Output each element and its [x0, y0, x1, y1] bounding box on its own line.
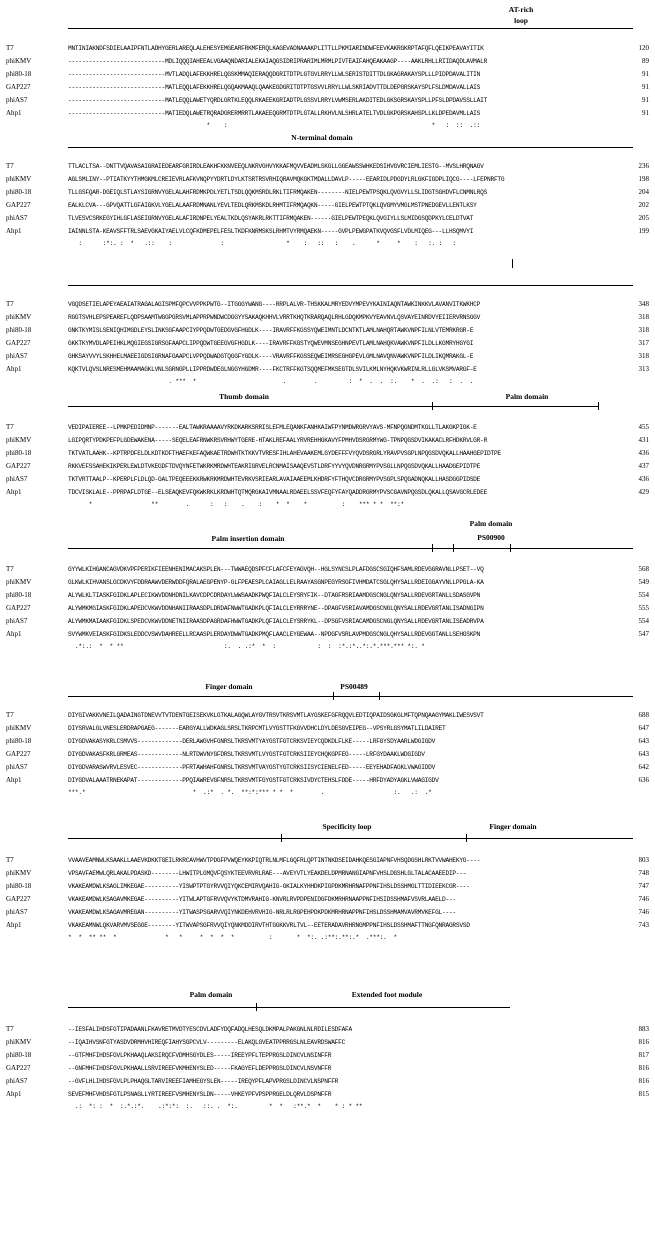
domain-bracket-line: [68, 406, 432, 407]
domain-label: Finger domain: [205, 682, 253, 691]
sequence-text: DIYGDVAKASFKRLGRMEAS-------------NLRTDWVNYGFDRSLTKRSVMTLVYGSTFGTCRKSIIEYCHQKGPFEG-----LRFGYDAAKLWDGIGDV: [68, 751, 425, 758]
species-name: phiAS7: [6, 763, 28, 771]
alignment-row: [0, 311, 655, 324]
domain-label: Palm insertion domain: [211, 534, 285, 543]
domain-bracket-line: [281, 838, 466, 839]
species-name: phi80-18: [6, 882, 32, 890]
consensus-line: * * ** ** * * * * * * * : * *:. .:**:.**:.* .***:. *: [68, 934, 408, 941]
residue-position: 429: [638, 488, 649, 496]
alignment-row: [0, 906, 655, 919]
sequence-text: VKAKEAMDWLKSAGAVMREGAN----------YITWASPSGARVVQIYNKDEHVRVHIG-NRLRLRGPEHPDKPDKMRHRNAPPNFIHSLDSSHMAMVAVRMVKEFGL----: [68, 909, 456, 916]
alignment-row: [0, 774, 655, 787]
residue-position: 815: [638, 1090, 649, 1098]
sequence-text: TLLGSFQAR-DGEIQLSTLAYSIGRNVYGELALAHFRDMKPDLYETLTSDLQQKMSRDLRKLTIFRMQAKEN--------NIELPEWTPSQKLQVGVYLLSLIDGTSGHDVFLCNMNLRQS: [68, 189, 488, 196]
residue-position: 547: [638, 630, 649, 638]
residue-position: 318: [638, 352, 649, 360]
consensus-line: : :*:. : * .:: : : * : :: : . * * : :. : :: [68, 240, 456, 247]
sequence-text: ----------------------------MDLIQQQIAHEEALVGAAQNDARIALEKAIAQGSIDRIPRARIMLMRMLPIVTEAIFAHQEAKAAGP----AAKLRHLLRIIDAQDLAVMALR: [68, 58, 488, 65]
consensus-line: * ** . : : . : * * * : *** * * **:*: [68, 501, 411, 508]
consensus-line: ***.* * .:* . *. **:*:*** * * * . :. .: .*: [68, 789, 439, 796]
sequence-text: RKKVEFSSAHEKIKPERLEWLDTVKEGDFTDVQYNFETWKRKMRDWHTEAKRIGRVELRCNMAISAAQEVSTLDRFYYVYQVDNRGRMYPVSGLLNPQGSDVQKALLHAADGEPIDTPE: [68, 463, 481, 470]
species-name: phiAS7: [6, 475, 28, 483]
domain-label: AT-rich: [508, 5, 534, 14]
alignment-row: [0, 107, 655, 120]
residue-position: 198: [638, 175, 649, 183]
species-name: T7: [6, 565, 14, 573]
sequence-text: AGLSMLINY--PTIATKYYTHMGKMLCREIEVRLAFKVNQPYYDRTLDYLKTSRTRSVRHIQRAVMQKGKTMDALLDAVLP-----EEARIDLPDGDYLRLGKFIGDPLIQCG----LFEPNRFTG: [68, 176, 505, 183]
domain-label: N-terminal domain: [291, 133, 353, 142]
domain-bracket-line: [432, 406, 598, 407]
domain-boundary-tick: [256, 1003, 257, 1011]
sequence-text: ALYWLKLTIASKFGIDKLAPLECIKWVDDNHDNILKAVCDPCDRDAYLWWSAADKPWQFIALCLEYSRYFIK--DTAGFRSRIAAMDGSCNGLQNYSALLRDEVGRTANLLSDASGVPN: [68, 592, 481, 599]
species-name: phiKMV: [6, 175, 32, 183]
alignment-row: [0, 421, 655, 434]
species-name: phiKMV: [6, 1038, 32, 1046]
domain-bracket-line: [453, 548, 510, 549]
residue-position: 643: [638, 737, 649, 745]
alignment-row: [0, 337, 655, 350]
species-name: phiAS7: [6, 214, 28, 222]
domain-label: Specificity loop: [322, 822, 372, 831]
domain-label: Palm domain: [505, 392, 549, 401]
alignment-row: [0, 722, 655, 735]
species-name: GAP227: [6, 604, 31, 612]
residue-position: 817: [638, 1051, 649, 1059]
domain-boundary-tick: [510, 544, 511, 552]
domain-label: Thumb domain: [219, 392, 269, 401]
residue-position: 205: [638, 214, 649, 222]
alignment-row: [0, 602, 655, 615]
residue-position: 555: [638, 604, 649, 612]
alignment-row: [0, 447, 655, 460]
species-name: T7: [6, 162, 14, 170]
consensus-line: . *** * . . : * . . :. * . .: : . .: [68, 378, 474, 385]
residue-position: 313: [638, 365, 649, 373]
species-name: phiKMV: [6, 578, 32, 586]
residue-position: 317: [638, 339, 649, 347]
sequence-text: VEDIPAIEREE--LPMKPEDIDMNP-------EALTAWKRAAAAVYRKDKARKSRRISLEFMLEQANKFANHKAIWFPYNMDWRGRVYAVS-MFNPQGNDMTKGLLTLAKGKPIGK-E: [68, 424, 477, 431]
residue-position: 568: [638, 565, 649, 573]
alignment-row: [0, 94, 655, 107]
species-name: phiAS7: [6, 617, 28, 625]
domain-bracket-line: [68, 838, 281, 839]
sequence-text: TKTVRTTAALP--KPERPLFLDLQD-GALTPEQEEEKKRWKRKMRDWHTEVRKVSRIEARLAVAIAAEEMLKHDRFYFTHQVCDRGRMYPVSGPLSPQGADNQKALLHASDGGPIDSDE: [68, 476, 481, 483]
residue-position: 91: [642, 96, 649, 104]
residue-position: 436: [638, 475, 649, 483]
species-name: T7: [6, 423, 14, 431]
sequence-text: SEVEFMHFVHDSFGTLPSNAGLLYRTIREEFVSMHENYSLDN-----VHKEYPFVPSPPRGELDLQRVLDSPNFFR: [68, 1091, 332, 1098]
species-name: phi80-18: [6, 326, 32, 334]
sequence-text: DIYGDVALAAATRNEKAPAT-------------PPQIAWREVGFNRSLTKRSVMTFGYGSTFGTCRKSIVDYCTEHSLFDDE-----HRFDYADYAGKLVWAGIGDV: [68, 777, 439, 784]
domain-bracket-line: [68, 1007, 256, 1008]
species-name: phiKMV: [6, 57, 32, 65]
residue-position: 204: [638, 188, 649, 196]
residue-position: 91: [642, 83, 649, 91]
residue-position: 647: [638, 724, 649, 732]
residue-position: 91: [642, 70, 649, 78]
alignment-row: [0, 893, 655, 906]
residue-position: 636: [638, 776, 649, 784]
species-name: phiAS7: [6, 352, 28, 360]
alignment-row: [0, 1088, 655, 1101]
domain-bracket-line: [333, 696, 379, 697]
sequence-text: MNTINIAKNDFSDIELAAIPFNTLADHYGERLAREQLALEHESYEMGEARFRKMFERQLKAGEVADNAAAKPLITTLLPKMIARINDWFEEVKAKRGKRPTAFQFLQEIKPEAVAYITIK: [68, 45, 484, 52]
residue-position: 747: [638, 882, 649, 890]
sequence-text: DIYGIVAKKVNEILQADAINGTDNEVVTVTDENTGEISEKVKLGTKALAGQWLAYGVTRSVTKRSVMTLAYGSKEFGFRQQVLEDTIQPAIDSGKGLMFTQPNQAAGYMAKLIWESVSVT: [68, 712, 484, 719]
alignment-row: [0, 225, 655, 238]
alignment-row: [0, 761, 655, 774]
sequence-text: IAINNLSTA-KEAVSFFTRLSAEVGKAIYAELVLCQFKDMEPELFESLTKDFKNRMSKSLRHMTVYRMQAEKN-----GVPLPEWGPATKVQVGSFLVDLMIQEG---LLHSQMVYI: [68, 228, 474, 235]
domain-label: Palm domain: [469, 519, 513, 528]
consensus-line: .*:.: * * ** :. . .:* * : : : :*.:*..*:.*.***.*** *:. *: [68, 643, 425, 650]
sequence-text: --GVFLHLIHDSFGVLPLPHAQGLTARVIREEFIAMHEGYSLEN-----IREQYPFLAPVPRGSLDINCVLNSPNFFR: [68, 1078, 339, 1085]
alignment-row: [0, 1023, 655, 1036]
species-name: phiKMV: [6, 313, 32, 321]
sequence-text: DIYSRVALGLVNESLERDRAPGAEG-------EARGYALLWDKAGLSRSLTKRPCMTLVYGSTTFKGVVDHCLDYLDESGVEIPEG--VPSYRLGSYMATLILDAIRET: [68, 725, 446, 732]
species-name: T7: [6, 44, 14, 52]
alignment-row: [0, 298, 655, 311]
residue-position: 431: [638, 436, 649, 444]
sequence-text: VVAAVEAMNWLKSAAKLLAAEVKDKKTGEILRKRCAVHWVTPDGFPVWQEYKKPIQTRLNLMFLGQFRLQPTINTNKDSEIDAHKQESGIAPNFVHSQDGSHLRKTVVWAHEKYG----: [68, 857, 481, 864]
domain-boundary-tick: [379, 692, 380, 700]
alignment-row: [0, 212, 655, 225]
species-name: T7: [6, 711, 14, 719]
domain-boundary-tick: [598, 402, 599, 410]
alignment-row: [0, 1075, 655, 1088]
species-name: Ahp1: [6, 365, 22, 373]
residue-position: 437: [638, 462, 649, 470]
species-name: GAP227: [6, 750, 31, 758]
sequence-text: RGGTSVHLEPSPEAREFLQDPSAAMTWGGPGRSVMLAPPRPWNDWCDGGYYSAKAQKHHVLVRRTKHQTKRARQAQLRHLGDQKMPKVYEAVNVLQSVAYEINRDVYEIIERVRNSGGV: [68, 314, 481, 321]
residue-position: 455: [638, 423, 649, 431]
sequence-text: LGIPQRTYPDKPEFPLGDEWAKENA-----SEQELEAFRNWKRSVRHWYTGERE-HTAKLREFAALYRVREHHGKAVYFPMHVDSRGRMYWG-TPNPQGSDVIKAKACLRFHDKRVLGR-R: [68, 437, 488, 444]
species-name: phiAS7: [6, 96, 28, 104]
species-name: phiAS7: [6, 1077, 28, 1085]
domain-bracket-line: [68, 147, 633, 148]
species-name: T7: [6, 856, 14, 864]
sequence-text: --GNFMHFIHDSFGVLPKHAALLSRVIREEFVKMHENYSLED-----FKAGYEFLDEPPRGSLDINCVLNSVNFFR: [68, 1065, 332, 1072]
alignment-row: [0, 589, 655, 602]
domain-boundary-tick: [333, 692, 334, 700]
species-name: Ahp1: [6, 1090, 22, 1098]
alignment-row: [0, 81, 655, 94]
residue-position: 816: [638, 1077, 649, 1085]
sequence-text: GKKTKYMVDLAPEIHKLMQGIEGSIGRSGFAAPCLIPPQDWTGEEGVGFHGDLK----IRAVRFFKGSTYQWEVMNSEGHNPEVTLAMLNAHQKVAWKVNPFILDLLKGMRYHGYGI: [68, 340, 474, 347]
residue-position: 554: [638, 617, 649, 625]
alignment-row: [0, 160, 655, 173]
domain-boundary-tick: [466, 834, 467, 842]
alignment-row: [0, 1049, 655, 1062]
alignment-row: [0, 460, 655, 473]
alignment-row: [0, 867, 655, 880]
alignment-row: [0, 628, 655, 641]
domain-bracket-line: [68, 285, 633, 286]
alignment-row: [0, 186, 655, 199]
sequence-text: VGQDSETIELAPEYAEAIATRAGALAGISPMFQPCVVPPKPWTG--ITGGGYWANG----RRPLALVR-THSKKALMRYEDVYMPEVYKAINIAQNTAWKINKKVLAVANVITKWKHCP: [68, 301, 481, 308]
species-name: GAP227: [6, 339, 31, 347]
sequence-text: DIYGDVARASWVRVLESVEC-------------PFRTAWHAHFGNRSLTKRSVMTVAYGSTYGTCRKSIISYCIENELFED-----EEYEHADFAGKLVWAGIDDV: [68, 764, 436, 771]
alignment-row: [0, 473, 655, 486]
residue-position: 199: [638, 227, 649, 235]
residue-position: 236: [638, 162, 649, 170]
sequence-text: ALYWMKMAIAAKFGIDKLSPEDCVKWVDDNETNIIRAASDPAGRDAFHWWTGADKPLQFIALCLEYSRRYKL--DPSGFVSRIACAMDGSCNGLQNYSALLRDEVGRTANLISEADRVPA: [68, 618, 484, 625]
species-name: Ahp1: [6, 630, 22, 638]
species-name: GAP227: [6, 462, 31, 470]
residue-position: 436: [638, 449, 649, 457]
residue-position: 348: [638, 300, 649, 308]
domain-label: Finger domain: [489, 822, 537, 831]
sequence-text: VPSAVFAEMWLQRLAKALPDASKD--------LHWITPLGMQVFQSYKTEEVRVRLRAE---AVEYVTLYEAKDELDPMRNANGIAPNFVHSLDGSHLGLTALACAAEEDIP---: [68, 870, 467, 877]
alignment-row: [0, 350, 655, 363]
alignment-row: [0, 748, 655, 761]
domain-boundary-tick: [432, 402, 433, 410]
sequence-text: VKAKEAMNWLQKVARVMVSEGGE--------YITWVAPSGFRVVQIYQNKMDDIRVTHTGGKKVRLTVL--EETERADAVRHRNGMPPNFIHSLDSSHMAFTTNGFQNRAGRSVSD: [68, 922, 470, 929]
species-name: phi80-18: [6, 1051, 32, 1059]
sequence-text: --IQAIHVSNFGTYASDVDRMHVHIREQFIAHYSGPCVLV---------ELAKQLGVEATPPRRGSLNLEAVRDSWAFFC: [68, 1039, 346, 1046]
alignment-row: [0, 576, 655, 589]
sequence-text: VKAKEAMDWLKSAGLIMKEGAE----------YISWPTPTGYRVVQIYQKCEMIRVQAHIG-GKIALKYHHDKPIGPDKMRHRNAFPPNFIHSLDSSHMGLTTIDIEEKCGR----: [68, 883, 470, 890]
residue-position: 883: [638, 1025, 649, 1033]
species-name: T7: [6, 300, 14, 308]
residue-position: 120: [638, 44, 649, 52]
alignment-row: [0, 615, 655, 628]
residue-position: 318: [638, 313, 649, 321]
alignment-row: [0, 854, 655, 867]
residue-position: 743: [638, 921, 649, 929]
alignment-row: [0, 363, 655, 376]
sequence-text: ----------------------------MATIEDQLAWETRQRADGRERMRRTLAKAEEQGRMTDTPLGTALLRKHVLNLSHRLATELTVDLGKPGRSKAHSPLLKLDPEDAVMLLAIS: [68, 110, 481, 117]
residue-position: 748: [638, 869, 649, 877]
domain-bracket-line: [432, 548, 453, 549]
sequence-text: GLKWLKIHVANSLGCDKVYFDDRAAWVDERWDDFQRALAEGPENYP-GLFPEAESPLCAIAGLLELRAAYASGNPEGYRSGFIVHMDATCSGLQHYSALLRDEIGGAYVNLLPPGLA-KA: [68, 579, 484, 586]
sequence-text: TTLACLTSA--DNTTVQAVASAIGRAIEDEARFGRIRDLEAKHFKKNVEEQLNKRVGHVYKKAFMQVVEADMLSKGLLGGEAWSSWHKEDSIHVGVRCIEMLIESTG--MVSLHRQNAGV: [68, 163, 484, 170]
domain-bracket-line: [379, 696, 633, 697]
alignment-row: [0, 68, 655, 81]
domain-bracket-line: [510, 548, 633, 549]
residue-position: 318: [638, 326, 649, 334]
sequence-text: SVYWMKVEIASKFGIDKSLEDDCVSWVDAHREELLRCAASPLERDAYDWWTGADKPMQFLAACLEYGEWAA--NPDGFVSRLAVPMDGSCNGLQHYSALLRDEVGGTANLLSEHGSKPN: [68, 631, 481, 638]
residue-position: 643: [638, 750, 649, 758]
species-name: phi80-18: [6, 188, 32, 196]
domain-bracket-line: [466, 838, 633, 839]
residue-position: 746: [638, 908, 649, 916]
domain-bracket-line: [256, 1007, 510, 1008]
sequence-text: TKTVATLAAHK--KPTRPDFELDLKDTKDFTHAEFKEFAQWKAETRDWHTKTKKVTVRESFIHLAHEVAAKEMLGYDEFFFVYQVDSRGRLYRAVPVSGPLNPQGSDVQKALLHAAHGEPIDTPE: [68, 450, 501, 457]
residue-position: 803: [638, 856, 649, 864]
residue-position: 642: [638, 763, 649, 771]
alignment-row: [0, 199, 655, 212]
sequence-text: VKAKEAMDWLKSAGAVMKEGAE----------YITWLAPTGFRVVQVYKTDMVRAHIG-KNVRLRVPDPENIDGFDKMRHRNAAPPNFIHSIDSSHMAFVSVRLAAELD---: [68, 896, 456, 903]
species-name: GAP227: [6, 1064, 31, 1072]
species-name: Ahp1: [6, 227, 22, 235]
sequence-text: ----------------------------MATLEQQLAWETYQRDLGRTKLEQQLRKAEEKGRIADTPLGSSVLRRYLVWMSERLAKDITEDLGKSGRSKAYSPLLPFSLDPDAVSSLLAIT: [68, 97, 488, 104]
sequence-text: GYYWLKIHGANCAGVDKVPFPERIKFIEENHENIMACAKSPLEN---TWWAEQDSPFCFLAFCFEYAGVQH--HGLSYNCSLPLAFDGSCSGIQHFSAMLRDEVGGRAVNLLPSET--VQ: [68, 566, 484, 573]
species-name: Ahp1: [6, 921, 22, 929]
domain-boundary-tick: [512, 259, 513, 268]
species-name: phiAS7: [6, 908, 28, 916]
residue-position: 89: [642, 57, 649, 65]
domain-bracket-line: [68, 696, 333, 697]
consensus-line: * : * : :: .::: [68, 122, 484, 129]
sequence-text: ALYWMKMGIASKFGIDKLAPEDCVKWVDDNHANIIRAASDPLDRDAFNWWTGADKPLQFIALCLEYRRRYNE--DPAGFVSRIAVAMDGSCNGLQNYSALLRDEVGRTANLISADNGIPN: [68, 605, 484, 612]
alignment-row: [0, 173, 655, 186]
alignment-row: [0, 709, 655, 722]
sequence-text: --IESFALIHDSFGTIPADAANLFKAVRETMVDTYESCDVLADFYDQFADQLHESQLDKMPALPAKGNLNLRDILESDFAFA: [68, 1026, 352, 1033]
alignment-row: [0, 55, 655, 68]
species-name: GAP227: [6, 895, 31, 903]
domain-label: Extended foot module: [351, 990, 423, 999]
species-name: GAP227: [6, 201, 31, 209]
sequence-text: DIYGDVAKASYKRLCSMVVS-------------DERLAWGVHFGNRSLTKRSVMTYAYGSTFGTCRKSVIEYCQDKDLFLKE-----LRFGYSDYAARLWDGIGDV: [68, 738, 436, 745]
alignment-row: [0, 324, 655, 337]
alignment-row: [0, 919, 655, 932]
sequence-text: TLVESVCSRKEGYIHLGFLASEIGRNVYGELALAFIRDNPELYEALTKDLQSYAKRLRKTTIFRMQAKEN------GIELPEWTPEQKLQVGIYLLSLMIDGSQDPKYLCELDTVAT: [68, 215, 474, 222]
sequence-text: GHKSAYVVYLSKHHELMAEEIGDSIGRNAFGAAPCLVPPQDWADGTQGGFYGDLK----VRAVRFFKGSSEQWEIMRSEGHGPEVLGMLNAVQNVAWKVNPFILDLIKQMRAKGL-E: [68, 353, 474, 360]
alignment-row: [0, 880, 655, 893]
alignment-row: [0, 735, 655, 748]
sequence-text: ----------------------------MATLEQQLAFEKKHRELQGQAKMAAQLQAAKEGDGRITDTPTGSVVLRRYLLWLSKRIADVTTDLDEPGRSKAYSPLFSLDMDAVALLAIS: [68, 84, 481, 91]
species-name: phiKMV: [6, 436, 32, 444]
sequence-text: ----------------------------MVTLADQLAFEKKHRELQGSKMMAQIERAQQDGRITDTPLGTGVLRRYLLWLSERISTDITTDLGKAGRAKAYSPLLLPIDPDAVALITIN: [68, 71, 481, 78]
residue-position: 91: [642, 109, 649, 117]
consensus-line: .: *: : * :.*.:*. .:*:*: :. ::. . *:. * * :**.* * * : * **: [68, 1103, 370, 1110]
residue-position: 554: [638, 591, 649, 599]
species-name: phi80-18: [6, 737, 32, 745]
alignment-row: [0, 563, 655, 576]
domain-boundary-tick: [432, 544, 433, 552]
species-name: phiKMV: [6, 724, 32, 732]
domain-label: PS00900: [477, 533, 505, 542]
sequence-text: EALKLCVA---GPVQATTLGFAIGKVLYGELALAAFRDMNANLYEVLTEDLQRKMSKDLRHMTIFRMQAQKN-----GIELPEWTPTQKLQVGMYVMGLMSTPNEDGEVLLENTLKSY: [68, 202, 477, 209]
alignment-row: [0, 42, 655, 55]
residue-position: 816: [638, 1038, 649, 1046]
sequence-text: --GTFMHFIHDSFGVLPKHAAQLAKSIRQCFVDMHSGYDLES-----IREEYPFLTEPPRGSLDINCVLNSINFFR: [68, 1052, 332, 1059]
alignment-row: [0, 1036, 655, 1049]
species-name: phi80-18: [6, 449, 32, 457]
species-name: GAP227: [6, 83, 31, 91]
alignment-row: [0, 486, 655, 499]
domain-bracket-line: [68, 28, 633, 29]
residue-position: 688: [638, 711, 649, 719]
species-name: Ahp1: [6, 109, 22, 117]
species-name: phi80-18: [6, 70, 32, 78]
alignment-row: [0, 434, 655, 447]
species-name: T7: [6, 1025, 14, 1033]
domain-label: Palm domain: [189, 990, 233, 999]
domain-boundary-tick: [281, 834, 282, 842]
residue-position: 746: [638, 895, 649, 903]
species-name: phiKMV: [6, 869, 32, 877]
alignment-row: [0, 1062, 655, 1075]
sequence-text: GNKTKYMISLSENIQHIMGDLEYSLINKSGFAAPCIYPPQDWTGEDGVGFHGDLK----IRAVRFFKGSSYQWEIMNTLDCNTKTLAMLNAHQRTAWKVNPFILNLVTEMRKRGR-E: [68, 327, 474, 334]
residue-position: 202: [638, 201, 649, 209]
domain-boundary-tick: [453, 544, 454, 552]
sequence-text: KQKTVLQVSLNRESMEHMAAMAGKLVNLSGRNGPLLIPPRDWDEGLNGGYHGDMR----FKCTRFFKGTSQQMEFMKSEGTDLSVILKMLNYHQKVKWRINLRLLGLVKSMVARGF-E: [68, 366, 477, 373]
sequence-text: TDCVISKLALE--PPRPAFLDTGE--ELSEAQKEVFQKWKRKLKRDWHTQTMQRGKAIVMNAALRDAEELSSVFEQFYFAYQADDRGRMYPVSCGAVNPQGSDLQKALLQSAVGCRLEDEE: [68, 489, 488, 496]
species-name: Ahp1: [6, 776, 22, 784]
domain-label: loop: [514, 16, 528, 25]
residue-position: 816: [638, 1064, 649, 1072]
species-name: Ahp1: [6, 488, 22, 496]
domain-label: PS00489: [340, 682, 368, 691]
residue-position: 549: [638, 578, 649, 586]
domain-bracket-line: [68, 548, 432, 549]
species-name: phi80-18: [6, 591, 32, 599]
